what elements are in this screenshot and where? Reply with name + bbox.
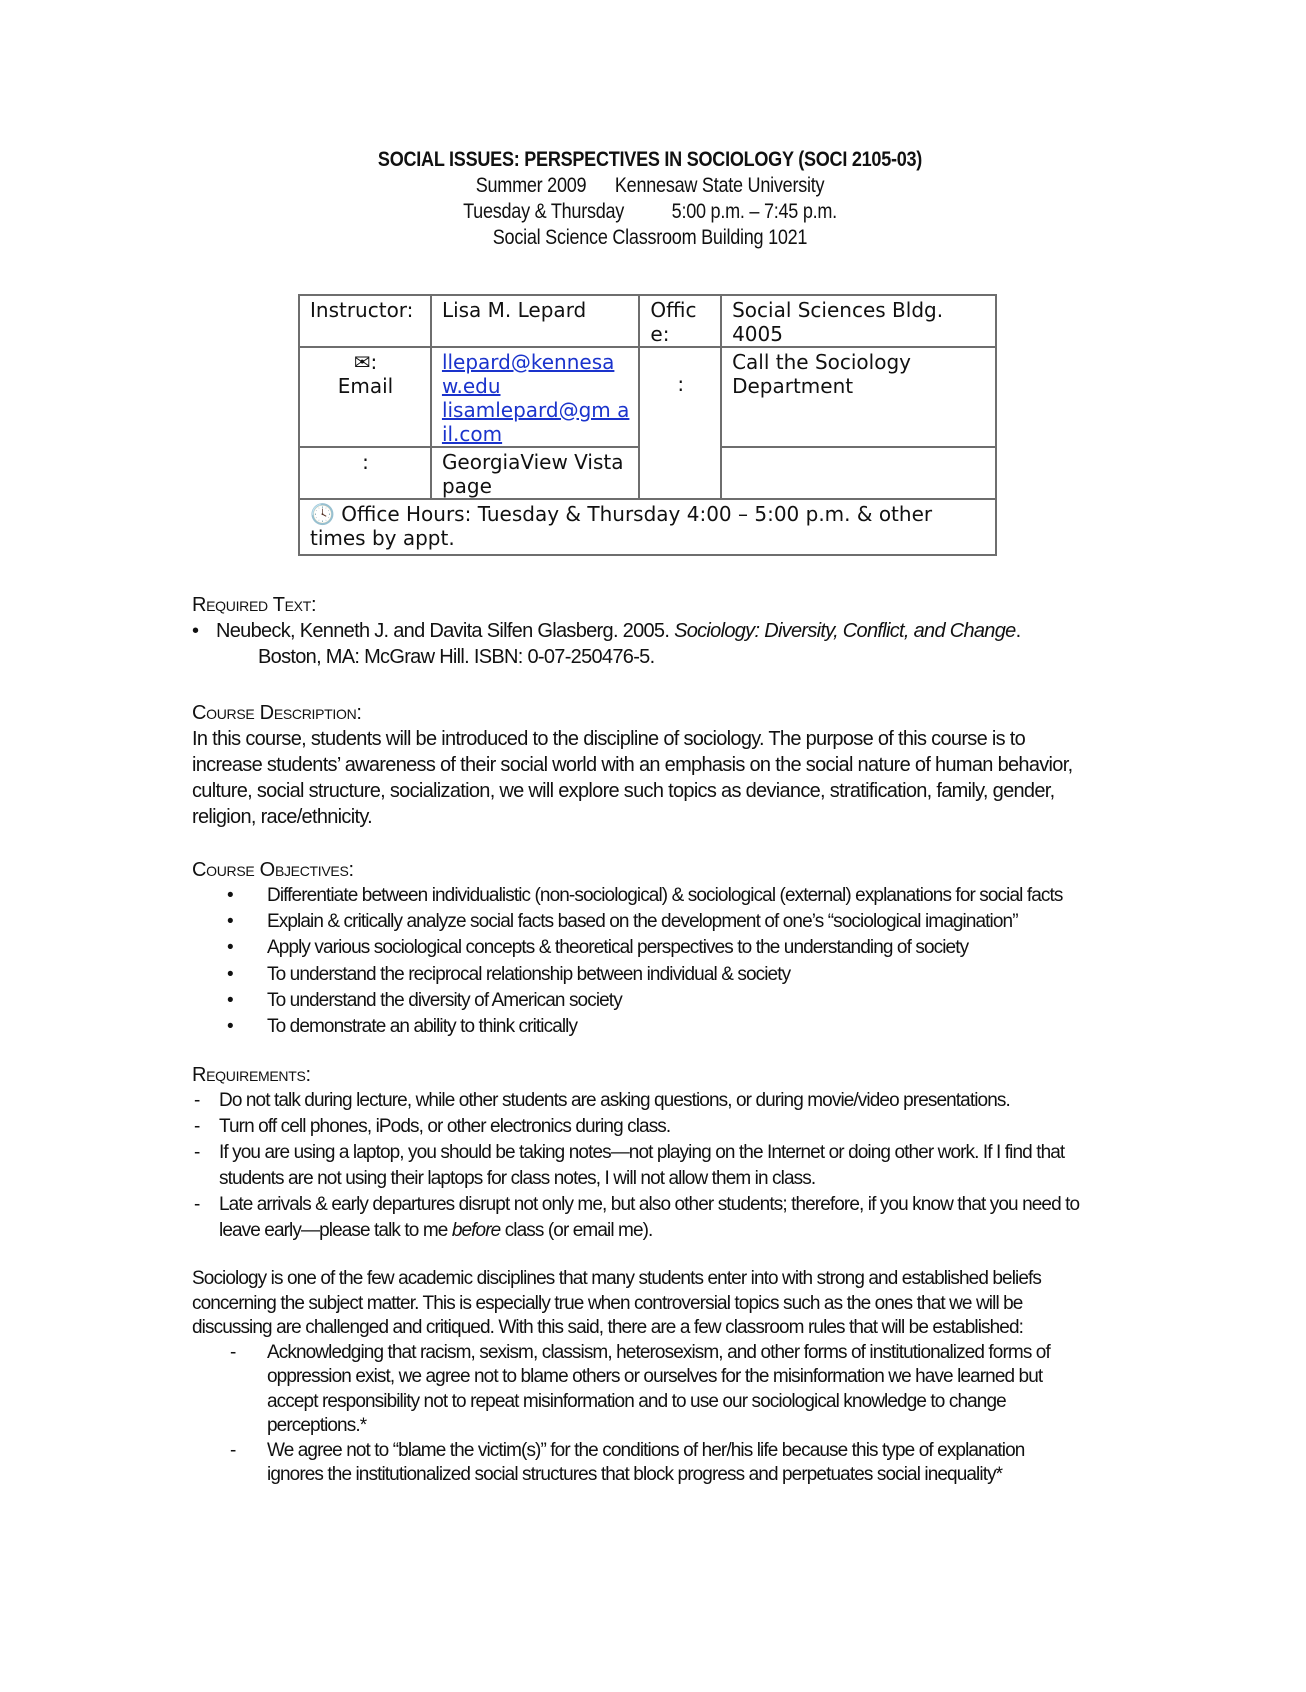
phone-value: Call the Sociology Department <box>721 347 996 447</box>
course-description-section <box>192 700 1097 830</box>
email-label-cell <box>299 347 431 447</box>
objectives-list <box>192 883 1122 1040</box>
email-link-2[interactable]: lisamlepard@gm ail.com <box>441 398 630 446</box>
envelope-icon: ✉: <box>353 350 378 374</box>
course-description-heading: Course Description: <box>192 702 362 724</box>
course-description-body: In this course, students will be introduced to the discipline of sociology. The purpose of this course is to increase students’ awareness of their social world with an emphasis on the social nature of human behavior, culture, social structure, socialization, we will explore such topics as deviance, stratification, family, gender, religion, race/ethnicity. <box>192 728 1073 828</box>
list-item: - If you are using a laptop, you should be taking notes—not playing on the Internet or doing other work. If I find that students are not using their laptops for class notes, I will not allow them in class. <box>192 1140 1122 1192</box>
requirements-list <box>192 1088 1122 1244</box>
schedule-line: Tuesday & Thursday 5:00 p.m. – 7:45 p.m. <box>463 200 837 223</box>
office-value: Social Sciences Bldg. 4005 <box>721 295 996 347</box>
list-item: • Differentiate between individualistic (non-sociological) & sociological (external) explanations for social facts <box>192 883 1122 909</box>
required-text-heading: Required Text: <box>192 594 317 616</box>
list-item: - Turn off cell phones, iPods, or other electronics during class. <box>192 1114 1122 1140</box>
classroom-rules-intro: Sociology is one of the few academic disciplines that many students enter into with strong and established beliefs concerning the subject matter. This is especially true when controversial topics such as the ones that we will be discussing are challenged and critiqued. With this said, there are a few classroom rules that will be established: <box>192 1268 1041 1338</box>
clock-icon: 🕓 <box>310 502 335 526</box>
list-item: - Do not talk during lecture, while other students are asking questions, or during movie/video presentations. <box>192 1088 1122 1114</box>
empty-cell <box>721 447 996 499</box>
requirements-section <box>192 1062 1122 1244</box>
term-line: Summer 2009 Kennesaw State University <box>475 174 825 197</box>
citation: • Neubeck, Kenneth J. and Davita Silfen Glasberg. 2005. Sociology: Diversity, Conflict, and Change. Boston, MA: McGraw Hill. ISBN: 0-07-250476-5. <box>192 620 1021 668</box>
course-objectives-heading: Course Objectives: <box>192 859 354 881</box>
book-title: Sociology: Diversity, Conflict, and Change <box>674 620 1016 642</box>
list-item: • To understand the reciprocal relationship between individual & society <box>192 962 1122 988</box>
course-objectives-section <box>192 857 1122 1040</box>
instructor-label: Instructor: <box>299 295 431 347</box>
instructor-name: Lisa M. Lepard <box>431 295 639 347</box>
location-line: Social Science Classroom Building 1021 <box>492 226 808 249</box>
list-item: • To demonstrate an ability to think critically <box>192 1014 1122 1040</box>
list-item: • To understand the diversity of American society <box>192 988 1122 1014</box>
email-values <box>431 347 639 447</box>
email-link-1[interactable]: llepard@kennesa w.edu <box>441 350 615 398</box>
list-item: • Apply various sociological concepts & theoretical perspectives to the understanding of society <box>192 935 1122 961</box>
web-icon: : <box>362 450 369 474</box>
phone-label-cell <box>639 347 721 499</box>
requirements-heading: Requirements: <box>192 1064 311 1086</box>
required-text-section <box>192 592 1122 670</box>
classroom-rules-list <box>192 1341 1052 1488</box>
contact-table <box>298 294 997 556</box>
office-hours-cell <box>299 499 996 555</box>
list-item: • Explain & critically analyze social facts based on the development of one’s “sociological imagination” <box>192 909 1122 935</box>
list-item: - Late arrivals & early departures disrupt not only me, but also other students; therefore, if you know that you need to leave early—please talk to me before class (or email me). <box>192 1192 1122 1244</box>
course-title: SOCIAL ISSUES: PERSPECTIVES IN SOCIOLOGY (SOCI 2105-03) <box>377 148 923 171</box>
web-value[interactable]: GeorgiaView Vista page <box>431 447 639 499</box>
list-item: - We agree not to “blame the victim(s)” for the conditions of her/his life because this type of explanation ignores the institutionalized social structures that block progress and perpetuates social inequality* <box>192 1439 1052 1488</box>
email-label: Email <box>337 374 394 398</box>
list-item: - Acknowledging that racism, sexism, classism, heterosexism, and other forms of institutionalized forms of oppression exist, we agree not to blame others or ourselves for the misinformation we have learned but accept responsibility not to repeat misinformation and to use our sociological knowledge to change perceptions.* <box>192 1341 1052 1439</box>
phone-icon: : <box>677 372 685 396</box>
web-label-cell <box>299 447 431 499</box>
classroom-rules-section <box>192 1267 1092 1488</box>
office-label: Office: <box>639 295 721 347</box>
office-hours-text: Office Hours: Tuesday & Thursday 4:00 – 5:00 p.m. & other times by appt. <box>310 502 933 550</box>
